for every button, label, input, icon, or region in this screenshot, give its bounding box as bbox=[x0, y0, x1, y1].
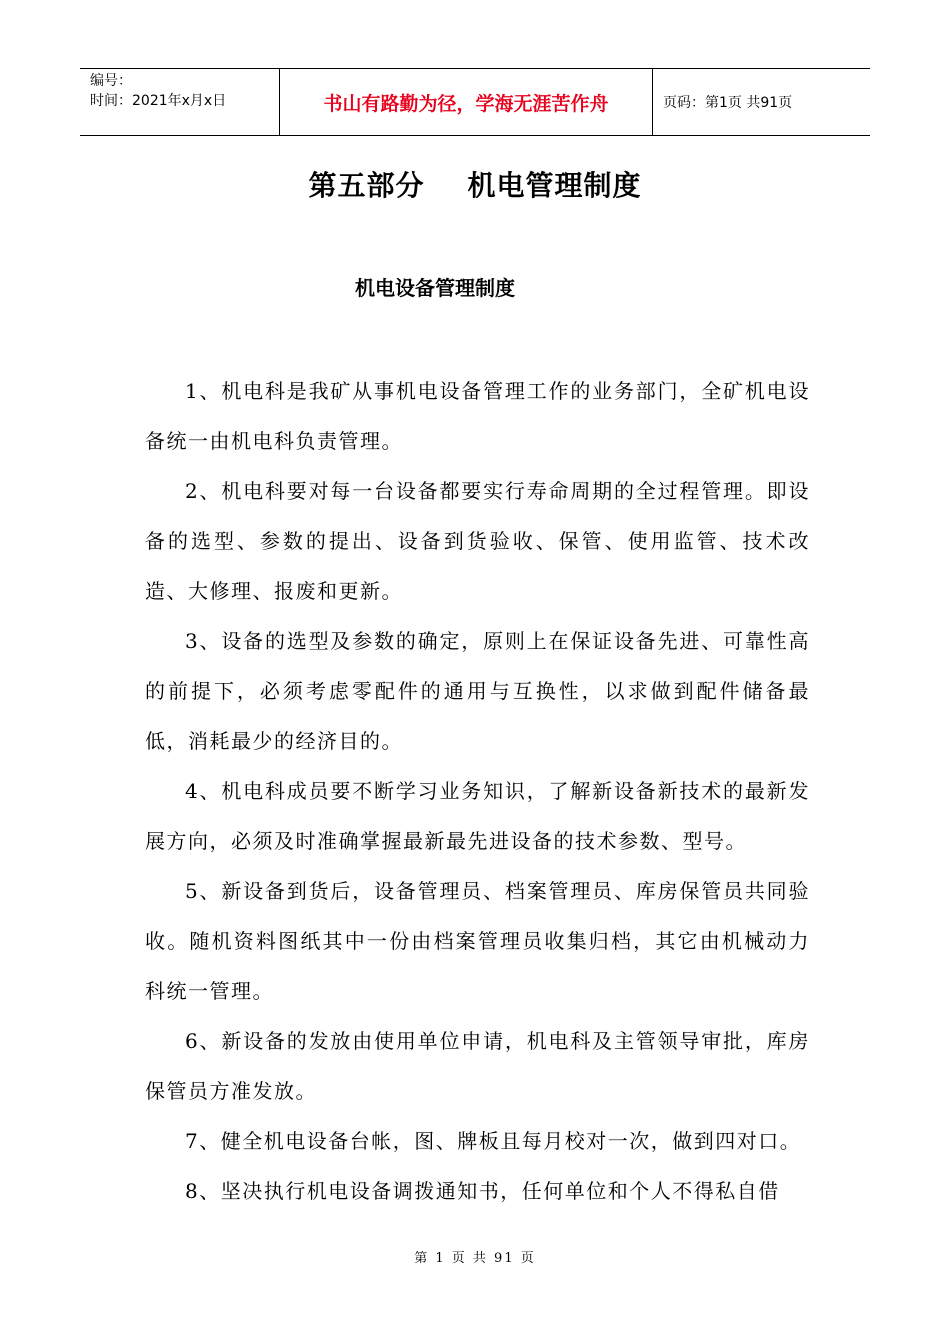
header-page-info bbox=[653, 69, 870, 135]
motto-text: 书山有路勤为径，学海无涯苦作舟 bbox=[323, 92, 609, 115]
document-subtitle: 机电设备管理制度 bbox=[355, 276, 515, 300]
header-motto bbox=[280, 69, 653, 135]
page-info-text: 页码：第1页 共91页 bbox=[663, 95, 793, 111]
paragraph-7: 7、健全机电设备台帐，图、牌板且每月校对一次，做到四对口。 bbox=[185, 1129, 802, 1153]
paragraph-5: 5、新设备到货后，设备管理员、档案管理员、库房保管员共同验收。随机资料图纸其中一份由档案管理员收集归档，其它由机械动力科统一管理。 bbox=[145, 879, 810, 1003]
page-footer: 第 1 页 共 91 页 bbox=[414, 1251, 536, 1266]
paragraph-3: 3、设备的选型及参数的确定，原则上在保证设备先进、可靠性高的前提下，必须考虑零配件的通用与互换性，以求做到配件储备最低，消耗最少的经济目的。 bbox=[145, 629, 810, 753]
paragraph-8: 8、坚决执行机电设备调拨通知书，任何单位和个人不得私自借 bbox=[185, 1179, 780, 1203]
paragraph-6: 6、新设备的发放由使用单位申请，机电科及主管领导审批，库房保管员方准发放。 bbox=[145, 1029, 810, 1103]
document-title: 第五部分 机电管理制度 bbox=[308, 169, 642, 202]
document-body bbox=[145, 366, 810, 1216]
document-number-label: 编号： bbox=[90, 73, 132, 89]
document-time-label: 时间：2021年x月x日 bbox=[90, 93, 227, 109]
paragraph-4: 4、机电科成员要不断学习业务知识，了解新设备新技术的最新发展方向，必须及时准确掌握最新最先进设备的技术参数、型号。 bbox=[145, 779, 810, 853]
paragraph-2: 2、机电科要对每一台设备都要实行寿命周期的全过程管理。即设备的选型、参数的提出、设备到货验收、保管、使用监管、技术改造、大修理、报废和更新。 bbox=[145, 479, 810, 603]
paragraph-1: 1、机电科是我矿从事机电设备管理工作的业务部门，全矿机电设备统一由机电科负责管理。 bbox=[145, 379, 810, 453]
page-header bbox=[80, 68, 870, 136]
header-meta bbox=[80, 69, 280, 135]
